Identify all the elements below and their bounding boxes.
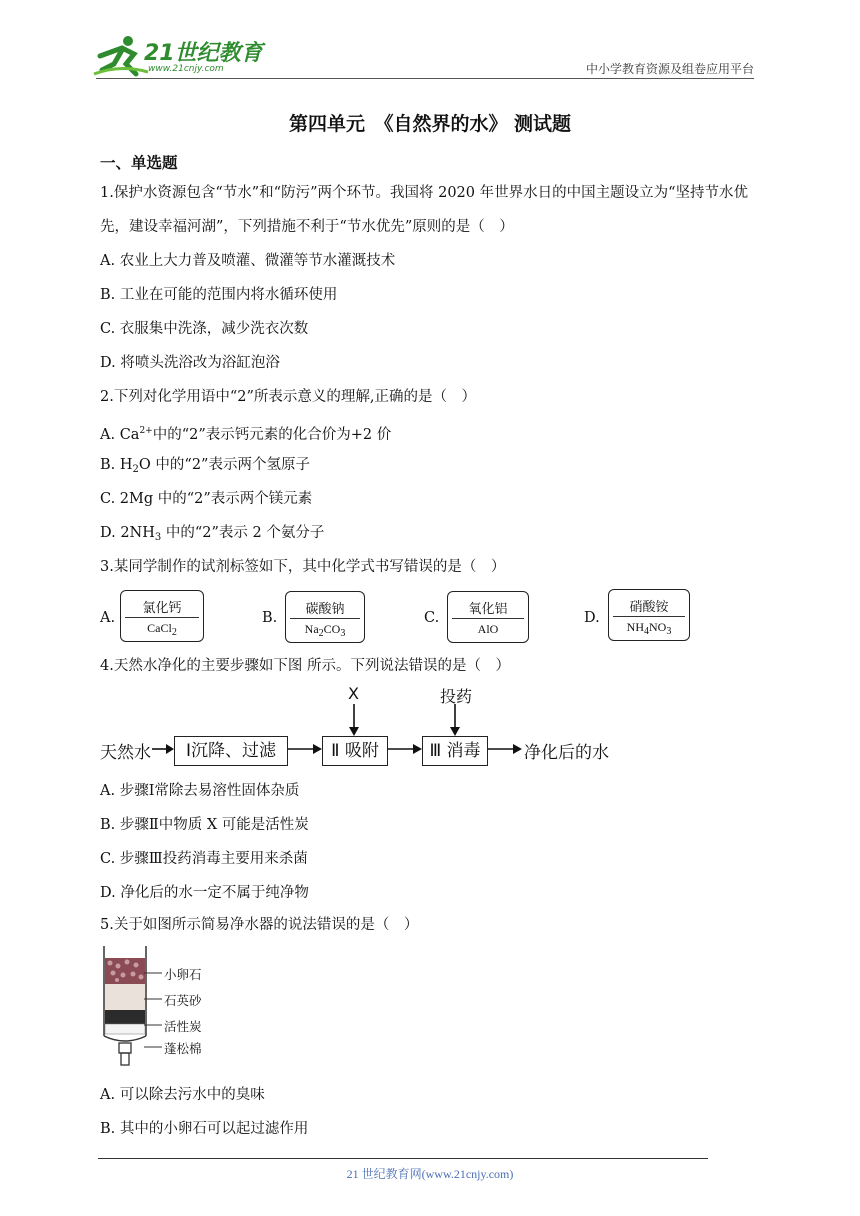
arrow-down-icon [449, 704, 461, 736]
flow-start: 天然水 [100, 743, 151, 763]
arrow-icon [288, 743, 322, 755]
pointer-lines [144, 946, 164, 1072]
water-filter-diagram [100, 946, 220, 1072]
q1-option-b: B. 工业在可能的范围内将水循环使用 [100, 287, 338, 303]
flow-step-2: Ⅱ 吸附 [322, 736, 388, 766]
q2-option-c: C. 2Mg 中的“2”表示两个镁元素 [100, 491, 313, 507]
logo [92, 34, 262, 78]
q4-option-a: A. 步骤Ⅰ常除去易溶性固体杂质 [100, 783, 300, 799]
flow-step-3: Ⅲ 消毒 [422, 736, 488, 766]
platform-name: 中小学教育资源及组卷应用平台 [585, 62, 754, 76]
q4-option-b: B. 步骤Ⅱ中物质 X 可能是活性炭 [100, 817, 309, 833]
logo-url: www.21cnjy.com [148, 64, 224, 74]
layer-quartz-sand: 石英砂 [164, 993, 202, 1008]
q3-stem: 3.某同学制作的试剂标签如下，其中化学式书写错误的是（ ） [100, 559, 506, 575]
arrow-icon [152, 743, 174, 755]
reagent-label: 碳酸钠 $Na_2CO_3$ [285, 591, 365, 643]
q2-option-b: B. $H_2O$ 中的“2”表示两个氢原子 [100, 457, 310, 475]
q4-option-c: C. 步骤Ⅲ投药消毒主要用来杀菌 [100, 851, 308, 867]
header-rule [96, 78, 754, 79]
q1-option-d: D. 将喷头洗浴改为浴缸泡浴 [100, 355, 280, 371]
footer-rule [98, 1158, 708, 1159]
arrow-down-icon [348, 704, 360, 736]
layer-pebbles: 小卵石 [164, 967, 202, 982]
flow-input-dose: 投药 [440, 687, 473, 706]
runner-logo-icon [92, 34, 150, 78]
reagent-label: 氯化钙 CaCl$_2$ [120, 590, 204, 642]
q2-option-d: D. $2NH_3$ 中的“2”表示 2 个氨分子 [100, 525, 325, 543]
page-title: 第四单元 《自然界的水》 测试题 [288, 113, 572, 135]
reagent-label: 氧化铝 AlO [447, 591, 529, 643]
footer-text: 21 世纪教育网(www.21cnjy.com) [346, 1167, 514, 1181]
q2-stem: 2.下列对化学用语中“2”所表示意义的理解,正确的是（ ） [100, 389, 476, 405]
q5-stem: 5.关于如图所示简易净水器的说法错误的是（ ） [100, 917, 419, 933]
arrow-icon [488, 743, 522, 755]
arrow-icon [388, 743, 422, 755]
q2-option-a: A. $Ca^{2+}$中的“2”表示钙元素的化合价为+2 价 [100, 426, 392, 443]
flow-end: 净化后的水 [524, 743, 609, 763]
q4-option-d: D. 净化后的水一定不属于纯净物 [100, 885, 309, 901]
q5-option-b: B. 其中的小卵石可以起过滤作用 [100, 1121, 309, 1137]
q1-stem-line1: 1.保护水资源包含“节水”和“防污”两个环节。我国将 2020 年世界水日的中国主题设立为“坚持节水优 [100, 185, 749, 201]
q1-stem-line2: 先，建设幸福河湖”，下列措施不利于“节水优先”原则的是（ ） [100, 219, 514, 235]
q5-option-a: A. 可以除去污水中的臭味 [100, 1087, 265, 1103]
flow-input-x: X [348, 684, 359, 703]
layer-activated-carbon: 活性炭 [164, 1019, 202, 1034]
q1-option-c: C. 衣服集中洗涤，减少洗衣次数 [100, 321, 309, 337]
q1-option-a: A. 农业上大力普及喷灌、微灌等节水灌溉技术 [100, 253, 396, 269]
reagent-label: 硝酸铵 $NH_4NO_3$ [608, 589, 690, 641]
logo-text: 21世纪教育 [144, 41, 263, 66]
layer-cotton: 蓬松棉 [164, 1041, 202, 1056]
q4-stem: 4.天然水净化的主要步骤如下图 所示。下列说法错误的是（ ） [100, 658, 510, 674]
flow-step-1: Ⅰ沉降、过滤 [174, 736, 288, 766]
section-heading: 一、单选题 [100, 154, 178, 172]
